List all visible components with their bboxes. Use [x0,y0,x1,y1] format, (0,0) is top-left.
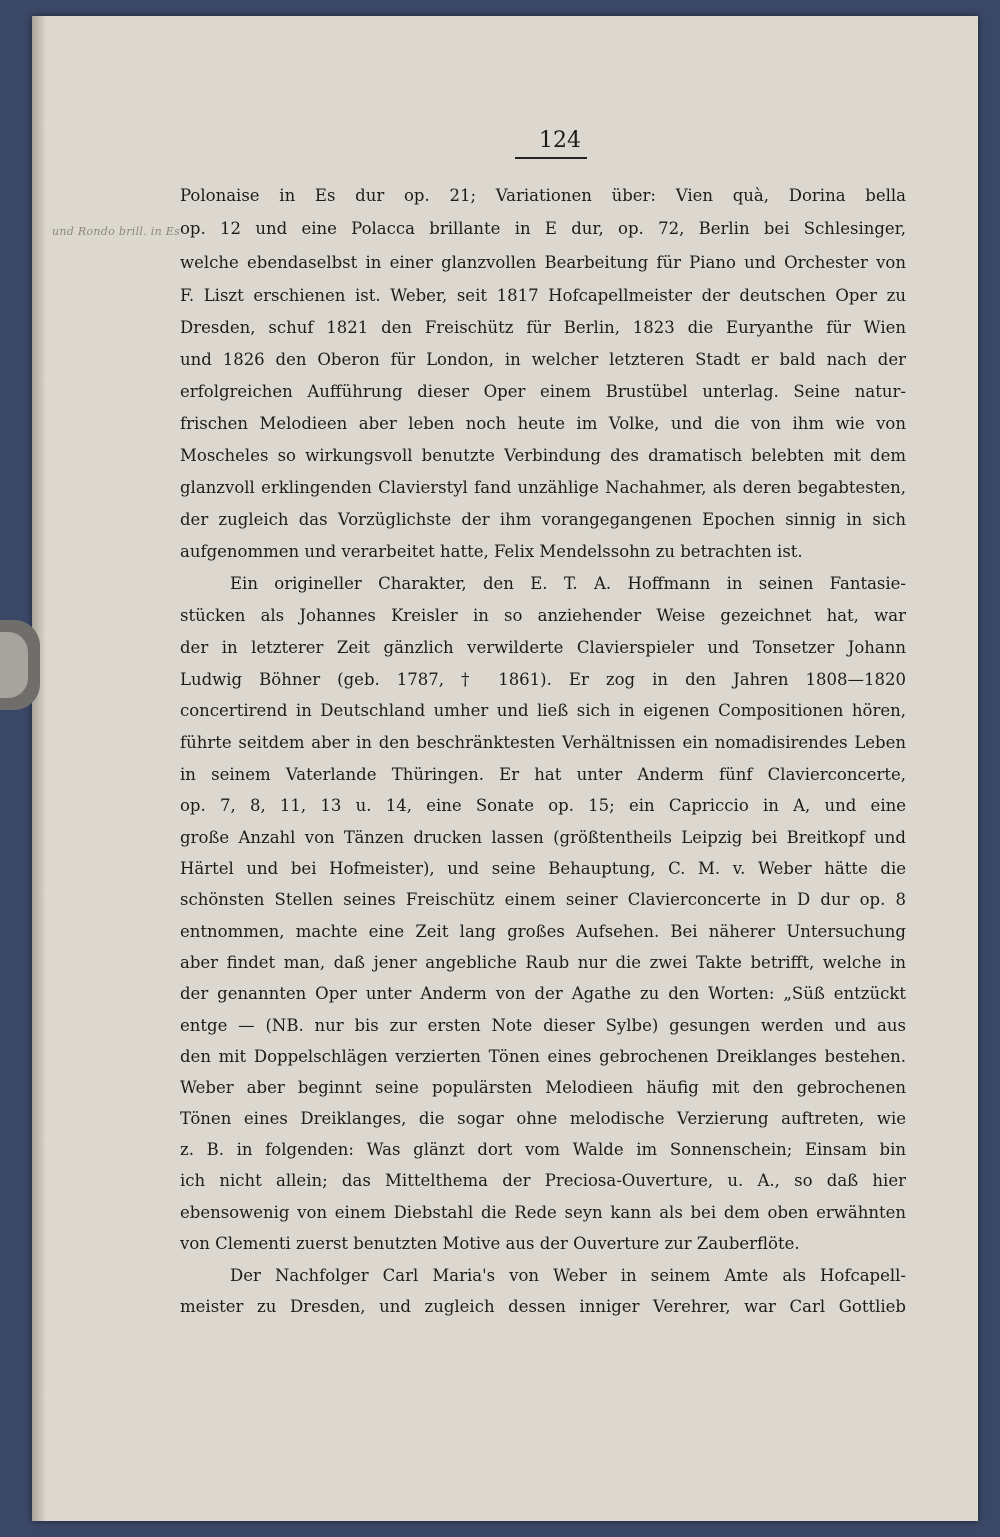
margin-note: und Rondo brill. in Es [52,225,181,238]
text-line: große Anzahl von Tänzen drucken lassen (größtentheils Leipzig bei Breitkopf und [180,828,906,847]
text-line: z. B. in folgenden: Was glänzt dort vom Walde im Sonnenschein; Einsam bin [180,1140,906,1159]
text-line: glanzvoll erklingenden Clavierstyl fand unzählige Nachahmer, als deren begabtesten, [180,478,906,497]
text-line: und 1826 den Oberon für London, in welcher letzteren Stadt er bald nach der [180,350,906,369]
text-line: op. 7, 8, 11, 13 u. 14, eine Sonate op. 15; ein Capriccio in A, und eine [180,796,906,815]
text-line: führte seitdem aber in den beschränktesten Verhältnissen ein nomadisirendes Leben [180,733,906,752]
header-rule [515,157,587,159]
text-line: in seinem Vaterlande Thüringen. Er hat unter Anderm fünf Clavierconcerte, [180,765,906,784]
text-line: entge — (NB. nur bis zur ersten Note dieser Sylbe) gesungen werden und aus [180,1016,906,1035]
text-line: stücken als Johannes Kreisler in so anziehender Weise gezeichnet hat, war [180,606,906,625]
text-line: Ludwig Böhner (geb. 1787, † 1861). Er zog in den Jahren 1808—1820 [180,670,906,689]
text-line: concertirend in Deutschland umher und ließ sich in eigenen Compositionen hören, [180,701,906,720]
text-line: entnommen, machte eine Zeit lang großes Aufsehen. Bei näherer Untersuchung [180,922,906,941]
text-line: der in letzterer Zeit gänzlich verwilderte Clavierspieler und Tonsetzer Johann [180,638,906,657]
text-line: Ein origineller Charakter, den E. T. A. Hoffmann in seinen Fantasie- [230,574,906,593]
text-line: frischen Melodieen aber leben noch heute im Volke, und die von ihm wie von [180,414,906,433]
text-line: Dresden, schuf 1821 den Freischütz für Berlin, 1823 die Euryanthe für Wien [180,318,906,337]
text-line: den mit Doppelschlägen verzierten Tönen eines gebrochenen Dreiklanges bestehen. [180,1047,906,1066]
page-clip-inner [0,632,28,698]
text-line: Härtel und bei Hofmeister), und seine Behauptung, C. M. v. Weber hätte die [180,859,906,878]
text-line: Polonaise in Es dur op. 21; Variationen über: Vien quà, Dorina bella [180,186,906,205]
text-line: schönsten Stellen seines Freischütz einem seiner Clavierconcerte in D dur op. 8 [180,890,906,909]
text-line: meister zu Dresden, und zugleich dessen inniger Verehrer, war Carl Gottlieb [180,1297,906,1316]
text-line: Der Nachfolger Carl Maria's von Weber in seinem Amte als Hofcapell- [230,1266,906,1285]
text-line: F. Liszt erschienen ist. Weber, seit 1817 Hofcapellmeister der deutschen Oper zu [180,286,906,305]
text-line: von Clementi zuerst benutzten Motive aus der Ouverture zur Zauberflöte. [180,1234,800,1253]
text-line: Moscheles so wirkungsvoll benutzte Verbindung des dramatisch belebten mit dem [180,446,906,465]
text-line: welche ebendaselbst in einer glanzvollen Bearbeitung für Piano und Orchester von [180,253,906,272]
text-line: op. 12 und eine Polacca brillante in E dur, op. 72, Berlin bei Schlesinger, [180,219,906,238]
text-line: Tönen eines Dreiklanges, die sogar ohne melodische Verzierung auftreten, wie [180,1109,906,1128]
text-line: der genannten Oper unter Anderm von der Agathe zu den Worten: „Süß entzückt [180,984,906,1003]
page-gutter [32,16,46,1521]
text-line: der zugleich das Vorzüglichste der ihm vorangegangenen Epochen sinnig in sich [180,510,906,529]
text-line: aufgenommen und verarbeitet hatte, Felix Mendelssohn zu betrachten ist. [180,542,803,561]
text-line: Weber aber beginnt seine populärsten Melodieen häufig mit den gebrochenen [180,1078,906,1097]
text-line: ich nicht allein; das Mittelthema der Preciosa-Ouverture, u. A., so daß hier [180,1171,906,1190]
page-number: 124 [539,128,581,153]
text-line: aber findet man, daß jener angebliche Raub nur die zwei Takte betrifft, welche in [180,953,906,972]
text-line: ebensowenig von einem Diebstahl die Rede seyn kann als bei dem oben erwähnten [180,1203,906,1222]
text-line: erfolgreichen Aufführung dieser Oper einem Brustübel unterlag. Seine natur- [180,382,906,401]
